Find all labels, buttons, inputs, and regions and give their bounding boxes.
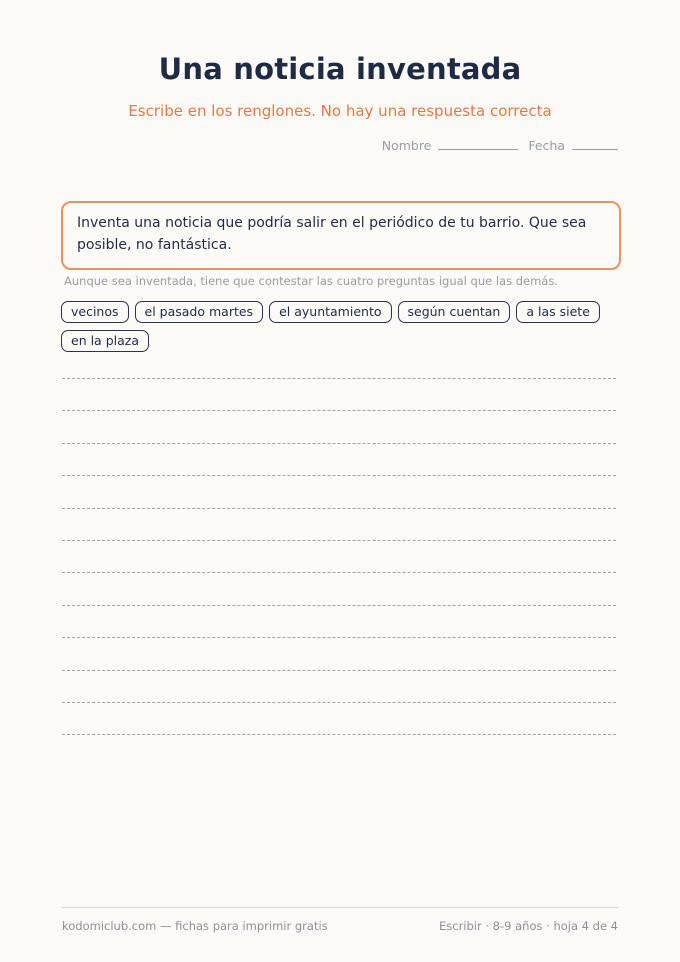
- footer-info: Escribir · 8-9 años · hoja 4 de 4: [438, 919, 618, 933]
- prompt-box: Inventa una noticia que podría salir en el periódico de tu barrio. Que sea posible, no fantástica.: [61, 201, 621, 270]
- name-blank: [438, 148, 518, 150]
- writing-line[interactable]: [62, 605, 616, 606]
- writing-lines: [62, 378, 616, 767]
- word-chip: el ayuntamiento: [269, 301, 391, 323]
- writing-line[interactable]: [62, 508, 616, 509]
- name-label: Nombre: [381, 138, 432, 153]
- name-date-fields: [382, 138, 618, 153]
- word-chip: según cuentan: [398, 301, 511, 323]
- word-chip: vecinos: [61, 301, 129, 323]
- word-chip: el pasado martes: [135, 301, 264, 323]
- writing-line[interactable]: [62, 637, 616, 638]
- writing-line[interactable]: [62, 702, 616, 703]
- word-chip: a las siete: [516, 301, 600, 323]
- date-label: Fecha: [528, 138, 566, 153]
- writing-line[interactable]: [62, 443, 616, 444]
- date-blank: [572, 148, 618, 150]
- writing-line[interactable]: [62, 540, 616, 541]
- name-field[interactable]: [382, 138, 519, 153]
- writing-line[interactable]: [62, 475, 616, 476]
- writing-line[interactable]: [62, 670, 616, 671]
- word-chip: en la plaza: [61, 330, 149, 352]
- writing-line[interactable]: [62, 572, 616, 573]
- writing-line[interactable]: [62, 410, 616, 411]
- word-bank: [61, 301, 621, 352]
- writing-line[interactable]: [62, 378, 616, 379]
- writing-line[interactable]: [62, 734, 616, 735]
- date-field[interactable]: [528, 138, 618, 153]
- footer-divider: [62, 907, 618, 908]
- page-title: Una noticia inventada: [158, 52, 522, 86]
- page-subtitle: Escribe en los renglones. No hay una respuesta correcta: [128, 102, 552, 120]
- hint-text: Aunque sea inventada, tiene que contestar las cuatro preguntas igual que las demás.: [64, 274, 558, 288]
- footer-site: kodomiclub.com — fichas para imprimir gratis: [62, 919, 328, 933]
